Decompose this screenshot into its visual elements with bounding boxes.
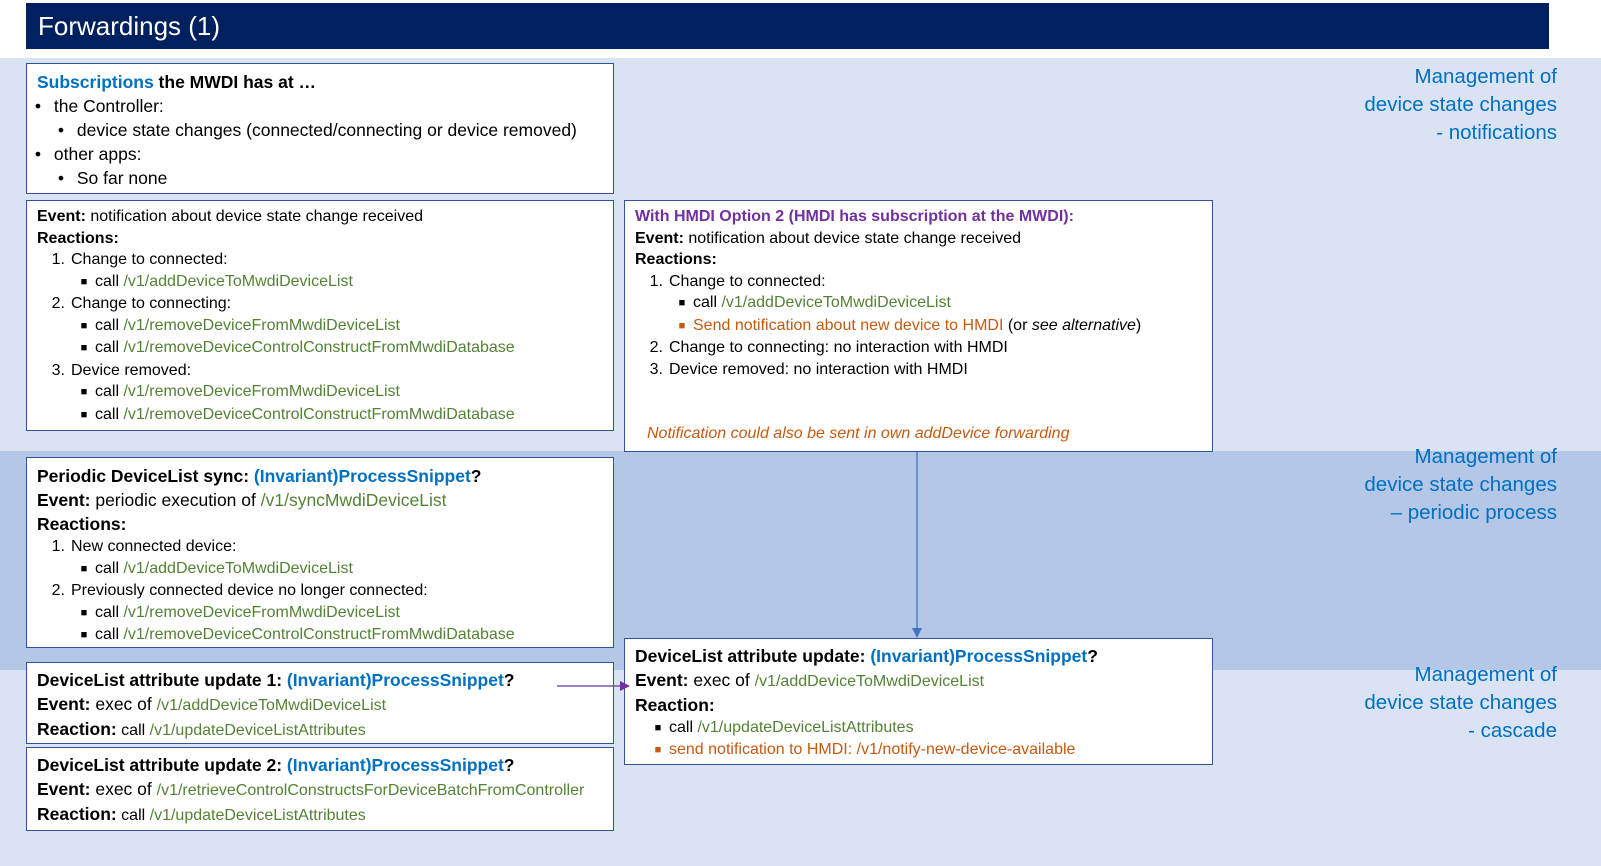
- square-bullet-icon: ■: [80, 386, 88, 398]
- service-link[interactable]: /v1/removeDeviceFromMwdiDeviceList: [123, 383, 400, 400]
- side-label-line: - cascade: [1468, 719, 1557, 742]
- notification-text: Send notification about new device to HMDI: [693, 316, 1004, 334]
- reaction-label: Reaction:: [635, 694, 715, 715]
- process-snippet-link: (Invariant)ProcessSnippet: [286, 670, 504, 690]
- service-link[interactable]: /v1/removeDeviceControlConstructFromMwdiDatabase: [123, 626, 515, 643]
- service-link[interactable]: /v1/updateDeviceListAttributes: [697, 718, 914, 736]
- bullet-icon: •: [57, 168, 65, 188]
- process-snippet-link: (Invariant)ProcessSnippet: [286, 755, 504, 775]
- list-number: 3.: [51, 361, 65, 379]
- list-item-text: other apps:: [53, 144, 142, 164]
- list-item-text: the Controller:: [53, 96, 164, 116]
- call-text: call: [95, 316, 124, 334]
- hmdi-title: With HMDI Option 2 (HMDI has subscription at the MWDI):: [635, 208, 1074, 225]
- square-bullet-icon: ■: [80, 275, 88, 288]
- list-number: 1.: [51, 251, 65, 268]
- reactions-label: Reactions:: [37, 229, 119, 247]
- service-link[interactable]: /v1/addDeviceToMwdiDeviceList: [123, 272, 353, 290]
- service-link[interactable]: /v1/addDeviceToMwdiDeviceList: [754, 673, 985, 690]
- bullet-icon: •: [34, 144, 42, 164]
- event-label: Event:: [37, 779, 91, 799]
- call-text: call: [669, 718, 698, 736]
- event-text: exec of: [688, 670, 755, 690]
- call-text: call: [95, 559, 124, 577]
- event-label: Event:: [635, 229, 684, 247]
- square-bullet-icon: ■: [80, 408, 88, 421]
- list-item-text: Device removed: no interaction with HMDI: [669, 360, 968, 378]
- event-label: Event:: [37, 490, 91, 510]
- square-bullet-icon: ■: [678, 319, 686, 332]
- side-label-line: Management of: [1414, 663, 1557, 686]
- event-label: Event:: [37, 694, 91, 714]
- event-text: exec of: [90, 779, 157, 799]
- service-link[interactable]: /v1/syncMwdiDeviceList: [260, 490, 447, 510]
- square-bullet-icon: ■: [80, 562, 88, 575]
- reactions-label: Reactions:: [37, 514, 127, 534]
- call-text: call: [693, 294, 722, 311]
- event-text: periodic execution of: [90, 490, 261, 510]
- question-mark: ?: [503, 670, 515, 690]
- attr2-title-text: DeviceList attribute update 2:: [37, 755, 287, 775]
- page-title: Forwardings (1): [38, 11, 221, 41]
- list-number: 1.: [51, 538, 65, 555]
- event-text: notification about device state change received: [85, 208, 424, 225]
- reactions-label: Reactions:: [635, 251, 717, 268]
- periodic-title-text: Periodic DeviceList sync:: [37, 466, 254, 486]
- subscriptions-link: Subscriptions: [37, 72, 154, 92]
- bullet-icon: •: [57, 120, 65, 140]
- event-text: notification about device state change received: [683, 229, 1022, 247]
- call-text: call: [95, 405, 124, 423]
- service-link[interactable]: /v1/removeDeviceFromMwdiDeviceList: [123, 316, 400, 334]
- list-number: 2.: [51, 295, 65, 312]
- attr-title-text: DeviceList attribute update:: [635, 646, 871, 666]
- square-bullet-icon: ■: [80, 606, 88, 619]
- see-alternative-text: see alternative: [1031, 316, 1136, 334]
- list-item-text: Change to connecting: no interaction with HMDI: [669, 339, 1008, 356]
- list-item-text: Device removed:: [71, 361, 192, 379]
- process-snippet-link: (Invariant)ProcessSnippet: [870, 646, 1088, 666]
- service-link[interactable]: /v1/removeDeviceFromMwdiDeviceList: [123, 603, 400, 621]
- list-number: 2.: [649, 339, 663, 356]
- question-mark: ?: [470, 466, 482, 486]
- service-link[interactable]: /v1/addDeviceToMwdiDeviceList: [123, 559, 353, 577]
- side-label-line: device state changes: [1364, 473, 1557, 496]
- side-label-line: Management of: [1414, 445, 1557, 468]
- list-item-text: Change to connecting:: [71, 295, 232, 312]
- service-link[interactable]: /v1/updateDeviceListAttributes: [149, 806, 366, 824]
- call-text: call: [116, 721, 150, 739]
- call-text: call: [95, 339, 124, 356]
- call-text: call: [95, 272, 124, 290]
- list-item-text: Change to connected:: [71, 251, 228, 268]
- attr1-title-text: DeviceList attribute update 1:: [37, 670, 287, 690]
- list-item-text: device state changes (connected/connecting or device removed): [76, 120, 577, 140]
- side-label-line: Management of: [1414, 65, 1557, 88]
- call-text: call: [95, 626, 124, 643]
- call-text: call: [95, 603, 124, 621]
- square-bullet-icon: ■: [80, 629, 88, 641]
- service-link[interactable]: /v1/removeDeviceControlConstructFromMwdiDatabase: [123, 339, 515, 356]
- list-number: 3.: [649, 360, 663, 378]
- list-item-text: Change to connected:: [669, 272, 826, 290]
- notification-text: send notification to HMDI: /v1/notify-new-device-available: [669, 740, 1076, 758]
- service-link[interactable]: /v1/addDeviceToMwdiDeviceList: [156, 697, 387, 714]
- list-item-text: New connected device:: [71, 538, 237, 555]
- call-text: call: [116, 806, 150, 824]
- event-label: Event:: [635, 670, 689, 690]
- or-text: (or: [1003, 316, 1032, 334]
- question-mark: ?: [1087, 646, 1098, 666]
- question-mark: ?: [503, 755, 515, 775]
- service-link[interactable]: /v1/retrieveControlConstructsForDeviceBatchFromController: [156, 782, 585, 799]
- subscriptions-heading-rest: the MWDI has at …: [153, 72, 317, 92]
- side-label-line: - notifications: [1436, 121, 1557, 144]
- square-bullet-icon: ■: [654, 743, 662, 756]
- service-link[interactable]: /v1/updateDeviceListAttributes: [149, 721, 366, 739]
- list-number: 1.: [649, 272, 663, 290]
- list-item-text: So far none: [76, 168, 168, 188]
- hmdi-note: Notification could also be sent in own addDevice forwarding: [647, 425, 1070, 442]
- side-label-line: – periodic process: [1390, 501, 1557, 524]
- process-snippet-link: (Invariant)ProcessSnippet: [253, 466, 471, 486]
- square-bullet-icon: ■: [678, 297, 686, 309]
- square-bullet-icon: ■: [654, 721, 662, 734]
- square-bullet-icon: ■: [80, 319, 88, 332]
- square-bullet-icon: ■: [80, 342, 88, 354]
- side-label-line: device state changes: [1364, 93, 1557, 116]
- service-link[interactable]: /v1/addDeviceToMwdiDeviceList: [721, 294, 951, 311]
- call-text: call: [95, 383, 124, 400]
- bullet-icon: •: [34, 96, 42, 116]
- service-link[interactable]: /v1/removeDeviceControlConstructFromMwdiDatabase: [123, 405, 515, 423]
- reaction-label: Reaction:: [37, 803, 117, 824]
- reaction-label: Reaction:: [37, 718, 117, 739]
- event-label: Event:: [37, 208, 86, 225]
- close-paren: ): [1135, 316, 1142, 334]
- event-text: exec of: [90, 694, 157, 714]
- side-label-line: device state changes: [1364, 691, 1557, 714]
- list-item-text: Previously connected device no longer connected:: [71, 582, 428, 599]
- list-number: 2.: [51, 582, 65, 599]
